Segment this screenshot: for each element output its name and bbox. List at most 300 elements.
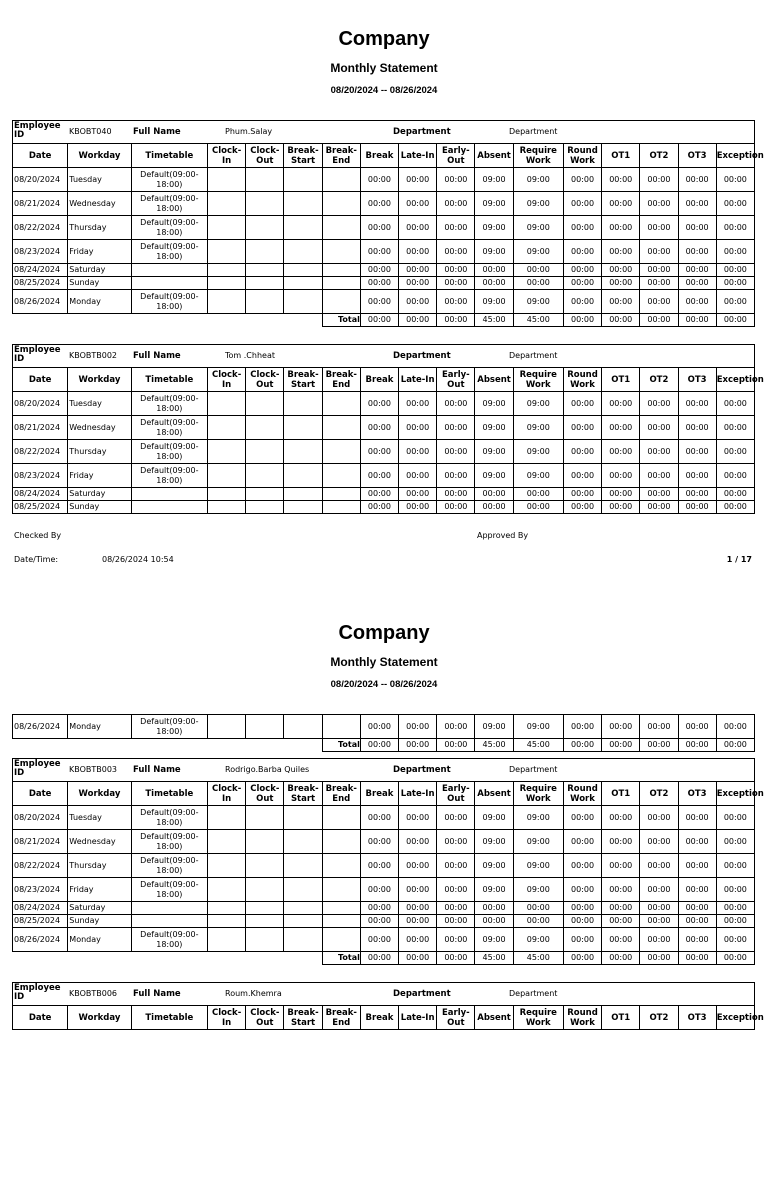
- date-from: 08/20/2024: [330, 85, 379, 96]
- column-header: OT2: [640, 782, 678, 806]
- value-cell: 00:00: [716, 264, 754, 277]
- value-cell: 09:00: [475, 392, 513, 416]
- punch-cell: [284, 240, 322, 264]
- punch-cell: [246, 464, 284, 488]
- value-cell: 00:00: [716, 168, 754, 192]
- column-header: Break-Start: [284, 782, 322, 806]
- value-cell: 00:00: [640, 830, 678, 854]
- approved-by-label: Approved By: [477, 531, 529, 540]
- value-cell: 00:00: [640, 392, 678, 416]
- value-cell: 00:00: [602, 464, 640, 488]
- value-cell: 00:00: [437, 501, 475, 514]
- column-header: Require Work: [513, 782, 563, 806]
- total-cell: 00:00: [678, 952, 716, 965]
- value-cell: 00:00: [640, 488, 678, 501]
- value-cell: 00:00: [602, 440, 640, 464]
- value-cell: 00:00: [360, 902, 398, 915]
- value-cell: 00:00: [513, 902, 563, 915]
- column-header: Timetable: [131, 368, 207, 392]
- table-row: [13, 501, 755, 514]
- punch-cell: [208, 715, 246, 739]
- total-cell: 00:00: [399, 739, 437, 752]
- value-cell: 00:00: [563, 240, 601, 264]
- total-cell: 45:00: [475, 952, 513, 965]
- continued-block: [12, 714, 755, 752]
- punch-cell: [284, 192, 322, 216]
- employee-header: [12, 982, 755, 1005]
- punch-cell: [284, 501, 322, 514]
- punch-cell: [246, 168, 284, 192]
- timetable-cell: [131, 501, 207, 514]
- value-cell: 00:00: [563, 715, 601, 739]
- table-row: [13, 915, 755, 928]
- value-cell: 00:00: [563, 192, 601, 216]
- punch-cell: [208, 440, 246, 464]
- total-cell: 00:00: [716, 739, 754, 752]
- punch-cell: [284, 440, 322, 464]
- value-cell: 00:00: [640, 806, 678, 830]
- page-number: 1 / 17: [726, 555, 752, 564]
- table-row: [13, 277, 755, 290]
- column-header: Clock-In: [208, 782, 246, 806]
- value-cell: 00:00: [678, 290, 716, 314]
- full-name-value: Rodrigo.Barba Quiles: [225, 765, 310, 774]
- column-header-row: [13, 368, 755, 392]
- value-cell: 00:00: [399, 928, 437, 952]
- workday-cell: Thursday: [68, 216, 131, 240]
- value-cell: 00:00: [437, 488, 475, 501]
- value-cell: 00:00: [437, 168, 475, 192]
- value-cell: 09:00: [475, 464, 513, 488]
- value-cell: 00:00: [437, 277, 475, 290]
- value-cell: 00:00: [678, 464, 716, 488]
- value-cell: 00:00: [602, 392, 640, 416]
- attendance-table: [12, 1005, 764, 1030]
- column-header: Clock-Out: [246, 368, 284, 392]
- department-value: Department: [509, 127, 558, 136]
- punch-cell: [284, 277, 322, 290]
- value-cell: 00:00: [563, 416, 601, 440]
- value-cell: 09:00: [475, 928, 513, 952]
- column-header: OT1: [602, 368, 640, 392]
- column-header: Early-Out: [437, 144, 475, 168]
- value-cell: 00:00: [640, 854, 678, 878]
- date-sep: --: [380, 85, 388, 96]
- value-cell: 00:00: [640, 168, 678, 192]
- value-cell: 00:00: [716, 488, 754, 501]
- punch-cell: [322, 277, 360, 290]
- total-cell: 00:00: [360, 314, 398, 327]
- column-header: Break-Start: [284, 144, 322, 168]
- value-cell: 00:00: [437, 440, 475, 464]
- punch-cell: [246, 416, 284, 440]
- value-cell: 00:00: [716, 277, 754, 290]
- value-cell: 00:00: [602, 488, 640, 501]
- value-cell: 00:00: [716, 928, 754, 952]
- value-cell: 00:00: [437, 192, 475, 216]
- value-cell: 00:00: [716, 854, 754, 878]
- value-cell: 00:00: [602, 830, 640, 854]
- value-cell: 09:00: [475, 830, 513, 854]
- punch-cell: [208, 277, 246, 290]
- column-header: Exception: [716, 144, 754, 168]
- value-cell: 00:00: [563, 928, 601, 952]
- total-cell: 00:00: [563, 739, 601, 752]
- column-header: Early-Out: [437, 1006, 475, 1030]
- value-cell: 00:00: [437, 216, 475, 240]
- value-cell: 00:00: [602, 715, 640, 739]
- value-cell: 00:00: [437, 915, 475, 928]
- total-row: [13, 314, 755, 327]
- date-cell: 08/21/2024: [13, 416, 68, 440]
- total-cell: 00:00: [437, 314, 475, 327]
- checked-by-label: Checked By: [14, 531, 62, 540]
- value-cell: 00:00: [640, 878, 678, 902]
- punch-cell: [284, 902, 322, 915]
- date-cell: 08/26/2024: [13, 715, 68, 739]
- value-cell: 00:00: [716, 830, 754, 854]
- value-cell: 00:00: [360, 440, 398, 464]
- value-cell: 00:00: [399, 392, 437, 416]
- value-cell: 09:00: [513, 192, 563, 216]
- column-header: Clock-In: [208, 368, 246, 392]
- total-cell: 45:00: [475, 314, 513, 327]
- table-row: [13, 240, 755, 264]
- column-header: Clock-In: [208, 144, 246, 168]
- value-cell: 09:00: [513, 806, 563, 830]
- column-header: Break-End: [322, 368, 360, 392]
- value-cell: 00:00: [563, 902, 601, 915]
- value-cell: 09:00: [513, 928, 563, 952]
- total-cell: 45:00: [475, 739, 513, 752]
- department-label: Department: [393, 765, 451, 775]
- value-cell: 00:00: [678, 878, 716, 902]
- value-cell: 00:00: [716, 806, 754, 830]
- timetable-cell: Default(09:00-18:00): [131, 290, 207, 314]
- timetable-cell: Default(09:00-18:00): [131, 416, 207, 440]
- workday-cell: Tuesday: [68, 806, 131, 830]
- value-cell: 09:00: [513, 878, 563, 902]
- workday-cell: Thursday: [68, 440, 131, 464]
- value-cell: 00:00: [678, 830, 716, 854]
- punch-cell: [322, 290, 360, 314]
- punch-cell: [284, 264, 322, 277]
- value-cell: 00:00: [716, 240, 754, 264]
- date-cell: 08/25/2024: [13, 915, 68, 928]
- column-header: OT2: [640, 368, 678, 392]
- value-cell: 00:00: [360, 878, 398, 902]
- employee-id-value: KBOBTB003: [69, 765, 118, 774]
- value-cell: 00:00: [563, 464, 601, 488]
- column-header: Clock-Out: [246, 144, 284, 168]
- value-cell: 00:00: [437, 928, 475, 952]
- department-label: Department: [393, 989, 451, 999]
- column-header: Exception: [716, 368, 754, 392]
- punch-cell: [208, 915, 246, 928]
- value-cell: 00:00: [563, 501, 601, 514]
- value-cell: 00:00: [640, 501, 678, 514]
- punch-cell: [208, 501, 246, 514]
- department-value: Department: [509, 351, 558, 360]
- date-cell: 08/24/2024: [13, 902, 68, 915]
- datetime-value: 08/26/2024 10:54: [102, 555, 174, 564]
- employee-header: [12, 344, 755, 367]
- column-header: Break-End: [322, 782, 360, 806]
- workday-cell: Sunday: [68, 501, 131, 514]
- date-cell: 08/20/2024: [13, 168, 68, 192]
- value-cell: 00:00: [399, 902, 437, 915]
- full-name-value: Tom .Chheat: [225, 351, 275, 360]
- value-cell: 00:00: [399, 277, 437, 290]
- value-cell: 00:00: [437, 715, 475, 739]
- value-cell: 00:00: [602, 902, 640, 915]
- value-cell: 09:00: [475, 854, 513, 878]
- value-cell: 00:00: [360, 464, 398, 488]
- column-header: Break: [360, 368, 398, 392]
- column-header: Date: [13, 144, 68, 168]
- workday-cell: Friday: [68, 464, 131, 488]
- value-cell: 09:00: [513, 464, 563, 488]
- timetable-cell: Default(09:00-18:00): [131, 440, 207, 464]
- value-cell: 00:00: [678, 715, 716, 739]
- timetable-cell: Default(09:00-18:00): [131, 806, 207, 830]
- employee-id-label: Employee ID: [14, 345, 61, 364]
- value-cell: 00:00: [399, 168, 437, 192]
- value-cell: 00:00: [475, 501, 513, 514]
- total-cell: 00:00: [399, 952, 437, 965]
- value-cell: 09:00: [513, 854, 563, 878]
- table-row: [13, 488, 755, 501]
- date-cell: 08/26/2024: [13, 290, 68, 314]
- company-title: Company: [338, 28, 430, 50]
- timetable-cell: Default(09:00-18:00): [131, 192, 207, 216]
- column-header: Round Work: [563, 1006, 601, 1030]
- table-row: [13, 216, 755, 240]
- table-row: [13, 715, 755, 739]
- value-cell: 00:00: [360, 715, 398, 739]
- punch-cell: [208, 464, 246, 488]
- timetable-cell: Default(09:00-18:00): [131, 830, 207, 854]
- value-cell: 00:00: [602, 878, 640, 902]
- department-label: Department: [393, 127, 451, 137]
- date-to: 08/26/2024: [389, 85, 438, 96]
- value-cell: 00:00: [437, 854, 475, 878]
- column-header: Absent: [475, 368, 513, 392]
- column-header: Break-Start: [284, 1006, 322, 1030]
- column-header: OT3: [678, 1006, 716, 1030]
- value-cell: 00:00: [716, 915, 754, 928]
- workday-cell: Sunday: [68, 915, 131, 928]
- column-header: OT1: [602, 144, 640, 168]
- table-row: [13, 192, 755, 216]
- table-row: [13, 264, 755, 277]
- timetable-cell: Default(09:00-18:00): [131, 168, 207, 192]
- column-header: OT1: [602, 1006, 640, 1030]
- value-cell: 00:00: [437, 902, 475, 915]
- table-row: [13, 416, 755, 440]
- column-header: Require Work: [513, 144, 563, 168]
- punch-cell: [322, 902, 360, 915]
- date-cell: 08/26/2024: [13, 928, 68, 952]
- full-name-label: Full Name: [133, 127, 181, 137]
- value-cell: 00:00: [399, 464, 437, 488]
- value-cell: 00:00: [360, 392, 398, 416]
- value-cell: 00:00: [399, 488, 437, 501]
- punch-cell: [208, 192, 246, 216]
- total-cell: 45:00: [513, 952, 563, 965]
- value-cell: 09:00: [475, 240, 513, 264]
- employee-id-value: KBOBT040: [69, 127, 112, 136]
- value-cell: 09:00: [513, 440, 563, 464]
- punch-cell: [284, 928, 322, 952]
- punch-cell: [322, 168, 360, 192]
- employee-header: [12, 758, 755, 781]
- punch-cell: [208, 416, 246, 440]
- punch-cell: [322, 240, 360, 264]
- punch-cell: [246, 830, 284, 854]
- column-header: OT1: [602, 782, 640, 806]
- value-cell: 00:00: [716, 440, 754, 464]
- value-cell: 00:00: [437, 264, 475, 277]
- punch-cell: [246, 488, 284, 501]
- attendance-table: [12, 143, 764, 327]
- punch-cell: [322, 878, 360, 902]
- value-cell: 00:00: [602, 277, 640, 290]
- column-header: Early-Out: [437, 782, 475, 806]
- value-cell: 00:00: [640, 216, 678, 240]
- value-cell: 00:00: [678, 915, 716, 928]
- value-cell: 00:00: [563, 277, 601, 290]
- punch-cell: [322, 264, 360, 277]
- punch-cell: [208, 168, 246, 192]
- punch-cell: [246, 240, 284, 264]
- value-cell: 00:00: [563, 290, 601, 314]
- value-cell: 00:00: [602, 216, 640, 240]
- value-cell: 00:00: [716, 501, 754, 514]
- date-range: [0, 679, 768, 690]
- total-label: Total: [322, 739, 360, 752]
- value-cell: 00:00: [399, 290, 437, 314]
- value-cell: 00:00: [678, 902, 716, 915]
- column-header: Round Work: [563, 144, 601, 168]
- value-cell: 00:00: [716, 290, 754, 314]
- column-header: Break-Start: [284, 368, 322, 392]
- value-cell: 00:00: [513, 915, 563, 928]
- workday-cell: Saturday: [68, 264, 131, 277]
- total-cell: 45:00: [513, 739, 563, 752]
- value-cell: 00:00: [678, 192, 716, 216]
- punch-cell: [208, 854, 246, 878]
- total-cell: 00:00: [640, 952, 678, 965]
- total-cell: 00:00: [640, 314, 678, 327]
- column-header: Absent: [475, 1006, 513, 1030]
- timetable-cell: Default(09:00-18:00): [131, 715, 207, 739]
- value-cell: 00:00: [360, 264, 398, 277]
- date-cell: 08/24/2024: [13, 264, 68, 277]
- table-row: [13, 168, 755, 192]
- workday-cell: Sunday: [68, 277, 131, 290]
- date-cell: 08/20/2024: [13, 806, 68, 830]
- total-cell: 00:00: [563, 314, 601, 327]
- punch-cell: [322, 715, 360, 739]
- value-cell: 00:00: [678, 440, 716, 464]
- value-cell: 00:00: [399, 192, 437, 216]
- value-cell: 00:00: [678, 240, 716, 264]
- value-cell: 00:00: [716, 464, 754, 488]
- employee-block: [12, 982, 764, 1030]
- punch-cell: [284, 392, 322, 416]
- value-cell: 00:00: [563, 168, 601, 192]
- value-cell: 00:00: [678, 392, 716, 416]
- punch-cell: [284, 216, 322, 240]
- value-cell: 00:00: [640, 192, 678, 216]
- column-header: Workday: [68, 144, 131, 168]
- value-cell: 00:00: [360, 216, 398, 240]
- column-header: Date: [13, 782, 68, 806]
- value-cell: 00:00: [563, 264, 601, 277]
- total-label: Total: [322, 314, 360, 327]
- value-cell: 00:00: [602, 168, 640, 192]
- punch-cell: [246, 878, 284, 902]
- table-row: [13, 806, 755, 830]
- employee-header: [12, 120, 755, 143]
- report-subtitle: Monthly Statement: [330, 61, 438, 75]
- workday-cell: Saturday: [68, 902, 131, 915]
- value-cell: 00:00: [716, 416, 754, 440]
- full-name-label: Full Name: [133, 989, 181, 999]
- table-row: [13, 392, 755, 416]
- full-name-value: Phum.Salay: [225, 127, 273, 136]
- value-cell: 00:00: [399, 216, 437, 240]
- punch-cell: [322, 488, 360, 501]
- value-cell: 00:00: [602, 854, 640, 878]
- value-cell: 00:00: [602, 501, 640, 514]
- column-header: OT3: [678, 144, 716, 168]
- punch-cell: [246, 715, 284, 739]
- value-cell: 00:00: [360, 488, 398, 501]
- value-cell: 09:00: [475, 168, 513, 192]
- total-cell: 00:00: [602, 314, 640, 327]
- value-cell: 00:00: [602, 928, 640, 952]
- value-cell: 09:00: [513, 240, 563, 264]
- value-cell: 00:00: [513, 501, 563, 514]
- punch-cell: [322, 464, 360, 488]
- workday-cell: Friday: [68, 240, 131, 264]
- value-cell: 00:00: [360, 830, 398, 854]
- full-name-value: Roum.Khemra: [225, 989, 282, 998]
- timetable-cell: Default(09:00-18:00): [131, 854, 207, 878]
- total-cell: 00:00: [360, 739, 398, 752]
- value-cell: 00:00: [475, 264, 513, 277]
- report-subtitle: Monthly Statement: [330, 655, 438, 669]
- value-cell: 09:00: [475, 878, 513, 902]
- value-cell: 00:00: [475, 902, 513, 915]
- value-cell: 00:00: [602, 240, 640, 264]
- punch-cell: [284, 464, 322, 488]
- datetime-label: Date/Time:: [14, 555, 59, 564]
- punch-cell: [246, 290, 284, 314]
- timetable-cell: Default(09:00-18:00): [131, 240, 207, 264]
- value-cell: 00:00: [602, 192, 640, 216]
- table-row: [13, 878, 755, 902]
- value-cell: 00:00: [640, 440, 678, 464]
- value-cell: 00:00: [360, 915, 398, 928]
- value-cell: 00:00: [716, 392, 754, 416]
- table-row: [13, 290, 755, 314]
- value-cell: 00:00: [437, 830, 475, 854]
- total-cell: 00:00: [678, 739, 716, 752]
- value-cell: 00:00: [563, 878, 601, 902]
